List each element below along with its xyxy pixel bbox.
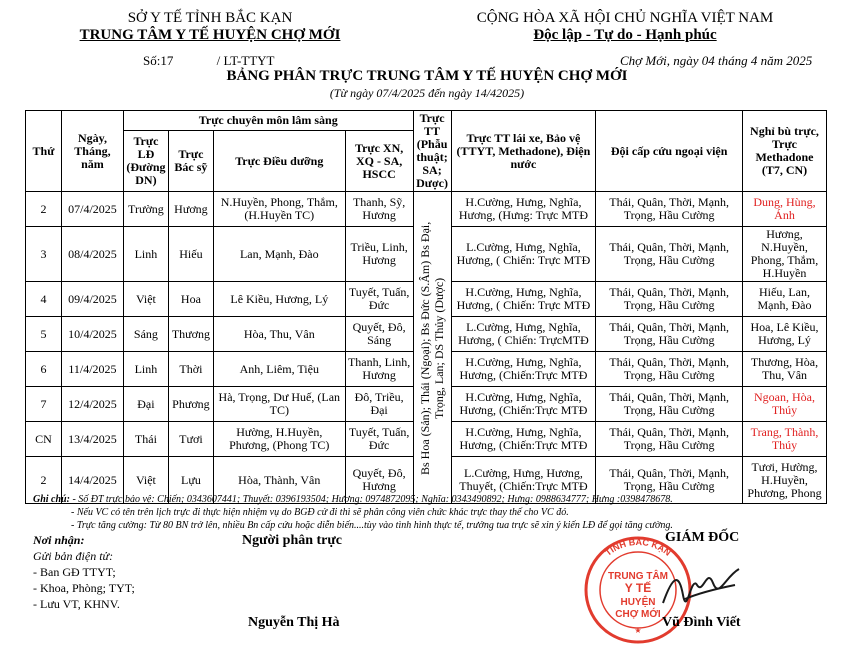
- cell-dieuduong: Lan, Mạnh, Đào: [213, 227, 345, 282]
- cell-xn: Thanh, Sỹ, Hương: [345, 192, 413, 227]
- cell-thu: 2: [26, 457, 62, 504]
- cell-ld: Linh: [123, 227, 168, 282]
- cell-laixe: H.Cường, Hưng, Nghĩa, Hương, ( Chiến: Trực MTĐ: [451, 282, 596, 317]
- cell-ld: Việt: [123, 457, 168, 504]
- cell-date: 14/4/2025: [61, 457, 123, 504]
- cell-xn: Tuyết, Tuấn, Đức: [345, 422, 413, 457]
- cell-thu: 7: [26, 387, 62, 422]
- cell-nghibu: Tươi, Hường, H.Huyền, Phương, Phong: [742, 457, 826, 504]
- cell-nghibu: Hiếu, Lan, Mạnh, Đào: [742, 282, 826, 317]
- doc-number-value: Số:17: [143, 53, 174, 68]
- cell-bacsy: Thời: [168, 352, 213, 387]
- cell-bacsy: Hoa: [168, 282, 213, 317]
- table-row: [26, 192, 827, 227]
- recipients-title: Nơi nhận:: [33, 533, 85, 547]
- col-thu: Thứ: [26, 111, 62, 192]
- cell-laixe: H.Cường, Hưng, Nghĩa, Hương, (Hưng: Trực MTĐ: [451, 192, 596, 227]
- cell-capcuu: Thái, Quân, Thời, Mạnh, Trọng, Hầu Cường: [596, 317, 743, 352]
- onduty-signer-title: Người phân trực: [242, 533, 343, 548]
- cell-nghibu: Ngoan, Hòa, Thúy: [742, 387, 826, 422]
- cell-laixe: L.Cường, Hưng, Nghĩa, Hương, ( Chiến: TrựcMTĐ: [451, 317, 596, 352]
- cell-xn: Thanh, Linh, Hương: [345, 352, 413, 387]
- cell-thu: 3: [26, 227, 62, 282]
- stamp-star-icon: ★: [634, 626, 642, 635]
- cell-bacsy: Hiếu: [168, 227, 213, 282]
- cell-nghibu: Dung, Hùng, Ánh: [742, 192, 826, 227]
- cell-capcuu: Thái, Quân, Thời, Mạnh, Trọng, Hầu Cường: [596, 227, 743, 282]
- col-laixe: Trực TT lái xe, Bảo vệ (TTYT, Methadone), Điện nước: [451, 111, 596, 192]
- cell-capcuu: Thái, Quân, Thời, Mạnh, Trọng, Hầu Cường: [596, 352, 743, 387]
- stamp-line3: HUYỆN: [620, 597, 656, 608]
- recipients-intro: Gửi bản điện tử:: [33, 549, 114, 563]
- cell-laixe: H.Cường, Hưng, Nghĩa, Hương, (Chiến:Trực MTĐ: [451, 387, 596, 422]
- cell-bacsy: Phương: [168, 387, 213, 422]
- org-header: [60, 10, 360, 44]
- cell-dieuduong: N.Huyền, Phong, Thắm,(H.Huyền TC): [213, 192, 345, 227]
- doc-code: / LT-TTYT: [216, 53, 275, 68]
- notes: [33, 493, 833, 532]
- cell-nghibu: Hương, N.Huyền, Phong, Thắm, H.Huyền: [742, 227, 826, 282]
- recipient-item: - Lưu VT, KHNV.: [33, 597, 120, 611]
- col-bacsy: Trực Bác sỹ: [168, 131, 213, 192]
- duty-schedule-table: [25, 110, 827, 504]
- cell-laixe: L.Cường, Hưng, Nghĩa, Hương, ( Chiến: Trực MTĐ: [451, 227, 596, 282]
- country-line2: Độc lập - Tự do - Hạnh phúc: [533, 27, 717, 43]
- cell-ld: Việt: [123, 282, 168, 317]
- doc-title: BẢNG PHÂN TRỰC TRUNG TÂM Y TẾ HUYỆN CHỢ MỚI: [226, 68, 628, 84]
- col-tt: Trực TT (Phẫu thuật; SA; Dược): [413, 111, 451, 192]
- cell-capcuu: Thái, Quân, Thời, Mạnh, Trọng, Hầu Cường: [596, 192, 743, 227]
- stamp-ring-text: TỈNH BẮC KẠN: [603, 536, 673, 558]
- cell-nghibu: Thương, Hòa, Thu, Vân: [742, 352, 826, 387]
- cell-thu: 6: [26, 352, 62, 387]
- stamp-line2: Y TẾ: [624, 581, 652, 595]
- onduty-signer-name: Nguyễn Thị Hà: [248, 615, 340, 630]
- place-date: Chợ Mới, ngày 04 tháng 4 năm 2025: [620, 53, 813, 68]
- cell-thu: 5: [26, 317, 62, 352]
- cell-date: 09/4/2025: [61, 282, 123, 317]
- recipient-item: - Ban GĐ TTYT;: [33, 565, 116, 579]
- stamp-line4: CHỢ MỚI: [615, 609, 661, 620]
- stamp-line1: TRUNG TÂM: [608, 571, 668, 582]
- cell-date: 12/4/2025: [61, 387, 123, 422]
- country-header: [440, 10, 810, 44]
- cell-date: 08/4/2025: [61, 227, 123, 282]
- cell-thu: CN: [26, 422, 62, 457]
- cell-ld: Đại: [123, 387, 168, 422]
- notes-line3: - Trực tăng cường: Từ 80 BN trở lên, nhiều Bn cấp cứu hoặc diễn biến....tùy vào tình hình thực tế, trưởng tua trực sẽ xin ý kiến LĐ để gọi tăng cường.: [71, 520, 673, 531]
- notes-line2: - Nếu VC có tên trên lịch trực đi thực hiện nhiệm vụ do BGĐ cử đi thì sẽ phân công viên chức khác trực thay thế cho VC đó.: [71, 507, 569, 518]
- cell-dieuduong: Hòa, Thành, Vân: [213, 457, 345, 504]
- cell-capcuu: Thái, Quân, Thời, Mạnh, Trọng, Hầu Cường: [596, 457, 743, 504]
- cell-xn: Quyết, Đô, Sáng: [345, 317, 413, 352]
- org-line1: SỞ Y TẾ TỈNH BẮC KẠN: [127, 10, 293, 26]
- cell-dieuduong: Hường, H.Huyền, Phương, (Phong TC): [213, 422, 345, 457]
- director-name: Vũ Đình Viết: [662, 615, 741, 630]
- cell-bacsy: Thương: [168, 317, 213, 352]
- cell-nghibu: Hoa, Lê Kiều, Hương, Lý: [742, 317, 826, 352]
- cell-ld: Thái: [123, 422, 168, 457]
- org-line2: TRUNG TÂM Y TẾ HUYỆN CHỢ MỚI: [79, 27, 341, 43]
- col-ld: Trực LĐ (Đường DN): [123, 131, 168, 192]
- cell-bacsy: Hương: [168, 192, 213, 227]
- country-line1: CỘNG HÒA XÃ HỘI CHỦ NGHĨA VIỆT NAM: [476, 10, 774, 26]
- col-nghibu: Nghỉ bù trực, Trực Methadone (T7, CN): [742, 111, 826, 192]
- cell-dieuduong: Hà, Trọng, Dư Huế, (Lan TC): [213, 387, 345, 422]
- col-dieuduong: Trực Điều dưỡng: [213, 131, 345, 192]
- cell-capcuu: Thái, Quân, Thời, Mạnh, Trọng, Hầu Cường: [596, 282, 743, 317]
- cell-xn: Triều, Linh, Hương: [345, 227, 413, 282]
- notes-label: Ghi chú:: [33, 494, 70, 505]
- cell-dieuduong: Hòa, Thu, Vân: [213, 317, 345, 352]
- recipient-item: - Khoa, Phòng; TYT;: [33, 581, 135, 595]
- cell-thu: 4: [26, 282, 62, 317]
- cell-date: 11/4/2025: [61, 352, 123, 387]
- col-date: Ngày, Tháng, năm: [61, 111, 123, 192]
- col-capcuu: Đội cấp cứu ngoại viện: [596, 111, 743, 192]
- cell-capcuu: Thái, Quân, Thời, Mạnh, Trọng, Hầu Cường: [596, 422, 743, 457]
- col-clinical-group: Trực chuyên môn lâm sàng: [123, 111, 413, 131]
- director-signature-icon: [655, 555, 745, 615]
- cell-dieuduong: Lê Kiều, Hương, Lý: [213, 282, 345, 317]
- cell-xn: Quyết, Đô, Hương: [345, 457, 413, 504]
- cell-xn: Đô, Triều, Đại: [345, 387, 413, 422]
- cell-laixe: L.Cường, Hưng, Hương, Thuyết, (Chiến:Trực MTĐ: [451, 457, 596, 504]
- tt-vertical-text: Bs Hoa (Sản); Thái (Ngoại); Bs Đức (S.Âm) Bs Đại, Trọng, Lan; DS Thủy (Dược): [418, 220, 447, 475]
- doc-number: [143, 53, 315, 69]
- cell-date: 13/4/2025: [61, 422, 123, 457]
- cell-bacsy: Lựu: [168, 457, 213, 504]
- cell-xn: Tuyết, Tuấn, Đức: [345, 282, 413, 317]
- notes-phone: - Số ĐT trực bảo vệ: Chiến; 0343607441; Thuyết: 0396193504; Hương: 0974872095; Nghĩa: 0343490892; Hưng: 0988634777; Hưng :0398478678.: [69, 494, 673, 505]
- doc-subtitle: (Từ ngày 07/4/2025 đến ngày 14/42025): [329, 86, 525, 100]
- cell-ld: Linh: [123, 352, 168, 387]
- cell-nghibu: Trang, Thành, Thúy: [742, 422, 826, 457]
- cell-laixe: H.Cường, Hưng, Nghĩa, Hương, (Chiến:Trực MTĐ: [451, 352, 596, 387]
- cell-date: 07/4/2025: [61, 192, 123, 227]
- cell-bacsy: Tươi: [168, 422, 213, 457]
- cell-date: 10/4/2025: [61, 317, 123, 352]
- cell-capcuu: Thái, Quân, Thời, Mạnh, Trọng, Hầu Cường: [596, 387, 743, 422]
- col-xn: Trực XN, XQ - SA, HSCC: [345, 131, 413, 192]
- recipients: [33, 532, 135, 612]
- cell-dieuduong: Anh, Liêm, Tiệu: [213, 352, 345, 387]
- cell-thu: 2: [26, 192, 62, 227]
- cell-ld: Sáng: [123, 317, 168, 352]
- director-title: GIÁM ĐỐC: [665, 530, 740, 545]
- cell-ld: Trường: [123, 192, 168, 227]
- cell-laixe: H.Cường, Hưng, Nghĩa, Hương, (Chiến:Trực MTĐ: [451, 422, 596, 457]
- cell-tt-merged: [413, 192, 451, 504]
